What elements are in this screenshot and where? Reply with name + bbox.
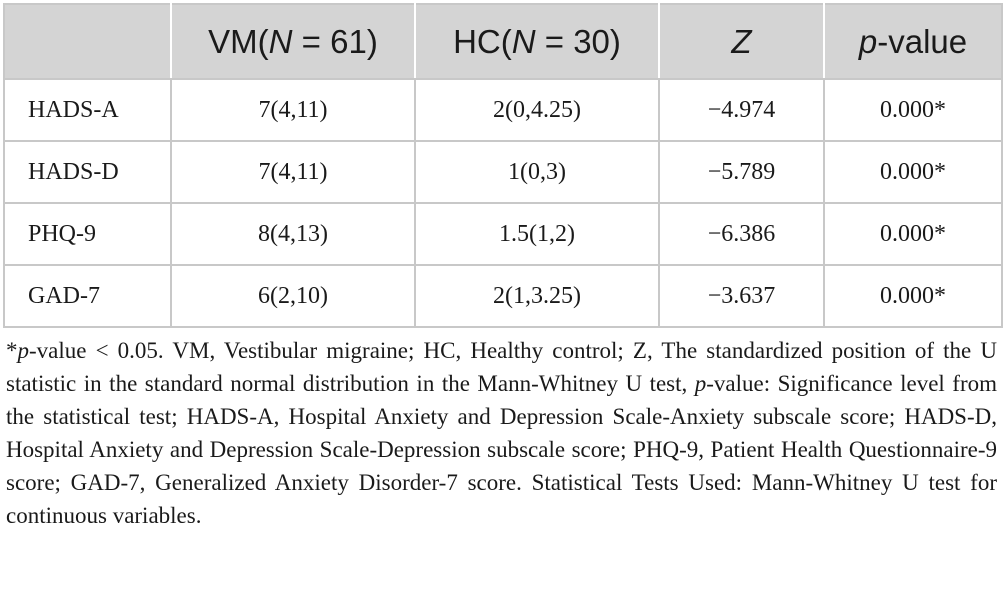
cell-z: −6.386	[659, 203, 824, 265]
results-table	[3, 3, 1003, 328]
header-z-text: Z	[731, 22, 752, 60]
header-hc-n: N	[511, 22, 536, 60]
cell-hc: 1(0,3)	[415, 141, 659, 203]
footnote-part2: -value: Significance level from the statistical test; HADS-A, Hospital Anxiety and Depression Scale-Anxiety subscale score; HADS-D, Hospital Anxiety and Depression Scale-Depression subscale score; PHQ-9, Patient Health Questionnaire-9 score; GAD-7, Generalized Anxiety Disorder-7 score. Statistical Tests Used: Mann-Whitney U test for continuous variables.	[6, 371, 998, 528]
header-vm-prefix: VM(	[208, 22, 269, 60]
header-z	[659, 4, 824, 79]
row-label: HADS-D	[4, 141, 171, 203]
header-vm-n: N	[268, 22, 293, 60]
cell-p: 0.000*	[824, 141, 1002, 203]
table-row	[4, 265, 1002, 327]
cell-vm: 8(4,13)	[171, 203, 415, 265]
row-label: GAD-7	[4, 265, 171, 327]
cell-hc: 2(1,3.25)	[415, 265, 659, 327]
row-label: HADS-A	[4, 79, 171, 141]
header-hc	[415, 4, 659, 79]
cell-vm: 6(2,10)	[171, 265, 415, 327]
table-row	[4, 79, 1002, 141]
footnote-p-italic: p	[17, 338, 29, 363]
cell-hc: 2(0,4.25)	[415, 79, 659, 141]
cell-p: 0.000*	[824, 79, 1002, 141]
header-p-value	[824, 4, 1002, 79]
table-body	[4, 79, 1002, 327]
cell-p: 0.000*	[824, 265, 1002, 327]
table-footnote	[6, 334, 997, 532]
table-row	[4, 141, 1002, 203]
footnote-part1: -value < 0.05. VM, Vestibular migraine; HC, Healthy control; Z, The standardized position of the U statistic in the standard normal distribution in the Mann-Whitney U test,	[6, 338, 997, 396]
cell-p: 0.000*	[824, 203, 1002, 265]
cell-z: −4.974	[659, 79, 824, 141]
header-vm-suffix: = 61)	[292, 22, 378, 60]
cell-z: −3.637	[659, 265, 824, 327]
row-label: PHQ-9	[4, 203, 171, 265]
results-table-container	[3, 3, 1001, 328]
header-hc-prefix: HC(	[453, 22, 512, 60]
header-vm	[171, 4, 415, 79]
header-blank	[4, 4, 171, 79]
footnote-p-italic-2: p	[694, 371, 707, 396]
table-row	[4, 203, 1002, 265]
header-row	[4, 4, 1002, 79]
cell-hc: 1.5(1,2)	[415, 203, 659, 265]
cell-vm: 7(4,11)	[171, 79, 415, 141]
footnote-star: *	[6, 338, 18, 363]
header-p-rest: -value	[877, 22, 968, 60]
cell-vm: 7(4,11)	[171, 141, 415, 203]
cell-z: −5.789	[659, 141, 824, 203]
header-p-italic: p	[858, 22, 878, 60]
table-header	[4, 4, 1002, 79]
header-hc-suffix: = 30)	[535, 22, 621, 60]
